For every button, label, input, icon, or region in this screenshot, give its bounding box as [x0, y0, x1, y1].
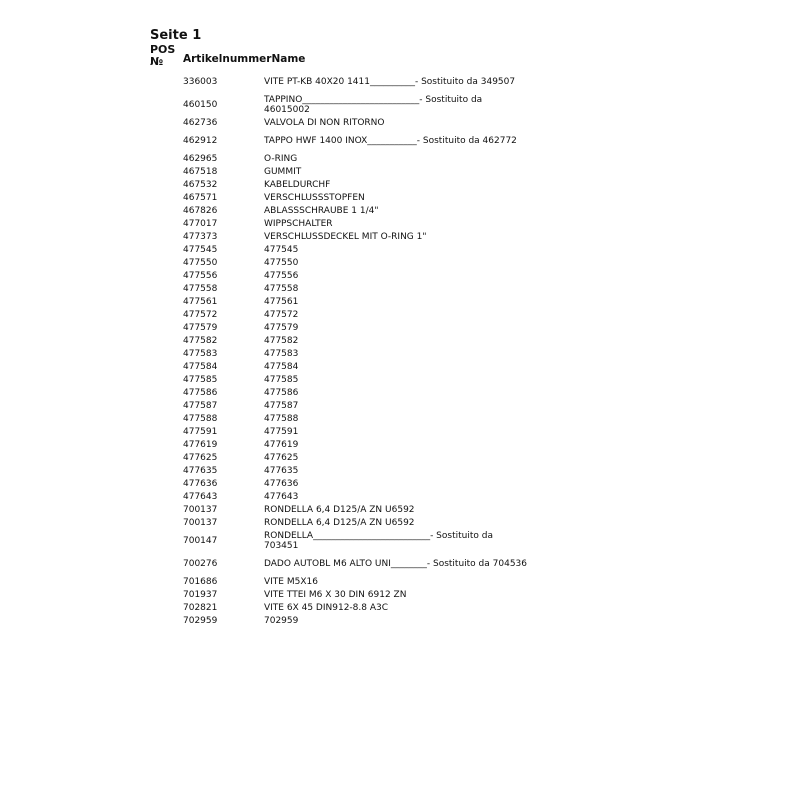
article-number-cell: 477556	[183, 270, 218, 281]
article-number-cell: 700137	[183, 504, 218, 515]
table-row	[183, 360, 528, 373]
article-number-cell: 477588	[183, 413, 218, 424]
article-number-cell: 477583	[183, 348, 218, 359]
article-name-cell: 477582	[264, 335, 299, 346]
table-row	[183, 477, 528, 490]
table-row	[183, 373, 528, 386]
table-row	[183, 601, 528, 614]
article-name-cell: VITE TTEI M6 X 30 DIN 6912 ZN	[264, 589, 407, 600]
article-number-cell: 462912	[183, 135, 218, 146]
article-number-cell: 477636	[183, 478, 218, 489]
table-row	[183, 116, 528, 129]
article-number-cell: 701686	[183, 576, 218, 587]
article-name-cell: RONDELLA 6,4 D125/A ZN U6592	[264, 504, 415, 515]
article-name-cell: RONDELLA 6,4 D125/A ZN U6592	[264, 517, 415, 528]
table-row	[183, 217, 528, 230]
article-number-cell: 700147	[183, 535, 218, 546]
article-number-cell: 477635	[183, 465, 218, 476]
table-row	[183, 256, 528, 269]
article-number-cell: 477591	[183, 426, 218, 437]
article-name-cell: RONDELLA__________________________- Sostituito da 703451	[264, 530, 496, 551]
table-row	[183, 282, 528, 295]
article-number-cell: 336003	[183, 76, 218, 87]
table-row	[183, 552, 528, 575]
article-name-cell: ABLASSSCHRAUBE 1 1/4"	[264, 205, 379, 216]
article-name-cell: 477558	[264, 283, 299, 294]
table-row	[183, 204, 528, 217]
article-name-cell: TAPPO HWF 1400 INOX___________- Sostituito da 462772	[264, 135, 517, 146]
article-number-cell: 477545	[183, 244, 218, 255]
article-name-cell: 477586	[264, 387, 299, 398]
article-name-cell: VITE PT-KB 40X20 1411__________- Sostituito da 349507	[264, 76, 516, 87]
table-row	[183, 129, 528, 152]
article-number-cell: 477550	[183, 257, 218, 268]
article-number-cell: 477373	[183, 231, 218, 242]
table-row	[183, 399, 528, 412]
article-number-cell: 467826	[183, 205, 218, 216]
table-row	[183, 464, 528, 477]
table-row	[183, 308, 528, 321]
article-number-cell: 702959	[183, 615, 218, 626]
article-number-cell: 467518	[183, 166, 218, 177]
article-name-cell: 477636	[264, 478, 299, 489]
table-row	[183, 588, 528, 601]
table-row	[183, 425, 528, 438]
article-name-cell: 477556	[264, 270, 299, 281]
table-row	[183, 70, 528, 93]
table-row	[183, 178, 528, 191]
article-number-cell: 477582	[183, 335, 218, 346]
table-row	[183, 165, 528, 178]
article-number-cell: 477561	[183, 296, 218, 307]
article-name-cell: 477643	[264, 491, 299, 502]
article-name-cell: VITE M5X16	[264, 576, 318, 587]
table-row	[183, 347, 528, 360]
article-number-cell: 477585	[183, 374, 218, 385]
column-header-pos-label: POS №	[150, 43, 176, 68]
table-row	[183, 386, 528, 399]
table-row	[183, 152, 528, 165]
table-row	[183, 490, 528, 503]
article-number-cell: 477619	[183, 439, 218, 450]
article-number-cell: 700137	[183, 517, 218, 528]
article-name-cell: 477587	[264, 400, 299, 411]
article-name-cell: VALVOLA DI NON RITORNO	[264, 117, 385, 128]
article-number-cell: 477017	[183, 218, 218, 229]
article-number-cell: 477625	[183, 452, 218, 463]
article-name-cell: WIPPSCHALTER	[264, 218, 333, 229]
table-row	[183, 230, 528, 243]
article-name-cell: DADO AUTOBL M6 ALTO UNI________- Sostituito da 704536	[264, 558, 527, 569]
table-row	[183, 503, 528, 516]
article-name-cell: 702959	[264, 615, 299, 626]
article-number-cell: 477572	[183, 309, 218, 320]
table-header	[150, 44, 550, 70]
article-name-cell: 477572	[264, 309, 299, 320]
table-row	[183, 451, 528, 464]
article-name-cell: KABELDURCHF	[264, 179, 331, 190]
table-row	[183, 575, 528, 588]
article-name-cell: 477625	[264, 452, 299, 463]
article-number-cell: 702821	[183, 602, 218, 613]
article-number-cell: 460150	[183, 99, 218, 110]
table-row	[183, 93, 528, 116]
table-row	[183, 243, 528, 256]
column-header-artikelnummer-name: ArtikelnummerName	[183, 53, 306, 65]
table-row	[183, 614, 528, 627]
article-number-cell: 467571	[183, 192, 218, 203]
article-number-cell: 701937	[183, 589, 218, 600]
article-number-cell: 477584	[183, 361, 218, 372]
article-name-cell: 477588	[264, 413, 299, 424]
article-name-cell: 477619	[264, 439, 299, 450]
page-title: Seite 1	[150, 28, 202, 43]
article-name-cell: 477591	[264, 426, 299, 437]
article-number-cell: 462736	[183, 117, 218, 128]
article-name-cell: 477579	[264, 322, 299, 333]
article-name-cell: VERSCHLUSSSTOPFEN	[264, 192, 365, 203]
table-row	[183, 191, 528, 204]
table-row	[183, 412, 528, 425]
table-row	[183, 516, 528, 529]
article-name-cell: 477584	[264, 361, 299, 372]
table-row	[183, 438, 528, 451]
article-name-cell: 477583	[264, 348, 299, 359]
article-name-cell: VERSCHLUSSDECKEL MIT O-RING 1"	[264, 231, 427, 242]
article-name-cell: 477545	[264, 244, 299, 255]
article-name-cell: 477550	[264, 257, 299, 268]
article-number-cell: 462965	[183, 153, 218, 164]
article-name-cell: 477585	[264, 374, 299, 385]
table-row	[183, 321, 528, 334]
column-header-pos	[150, 44, 180, 68]
article-name-cell: 477635	[264, 465, 299, 476]
article-number-cell: 467532	[183, 179, 218, 190]
article-number-cell: 477643	[183, 491, 218, 502]
article-number-cell: 477586	[183, 387, 218, 398]
article-name-cell: 477561	[264, 296, 299, 307]
article-name-cell: GUMMIT	[264, 166, 302, 177]
article-number-cell: 477558	[183, 283, 218, 294]
table-row	[183, 334, 528, 347]
article-name-cell: VITE 6X 45 DIN912-8.8 A3C	[264, 602, 389, 613]
table-row	[183, 295, 528, 308]
table-row	[183, 529, 528, 552]
article-name-cell: TAPPINO__________________________- Sostituito da 46015002	[264, 94, 486, 115]
article-number-cell: 477579	[183, 322, 218, 333]
article-number-cell: 477587	[183, 400, 218, 411]
article-number-cell: 700276	[183, 558, 218, 569]
table-row	[183, 269, 528, 282]
article-name-cell: O-RING	[264, 153, 298, 164]
parts-table	[183, 70, 528, 627]
